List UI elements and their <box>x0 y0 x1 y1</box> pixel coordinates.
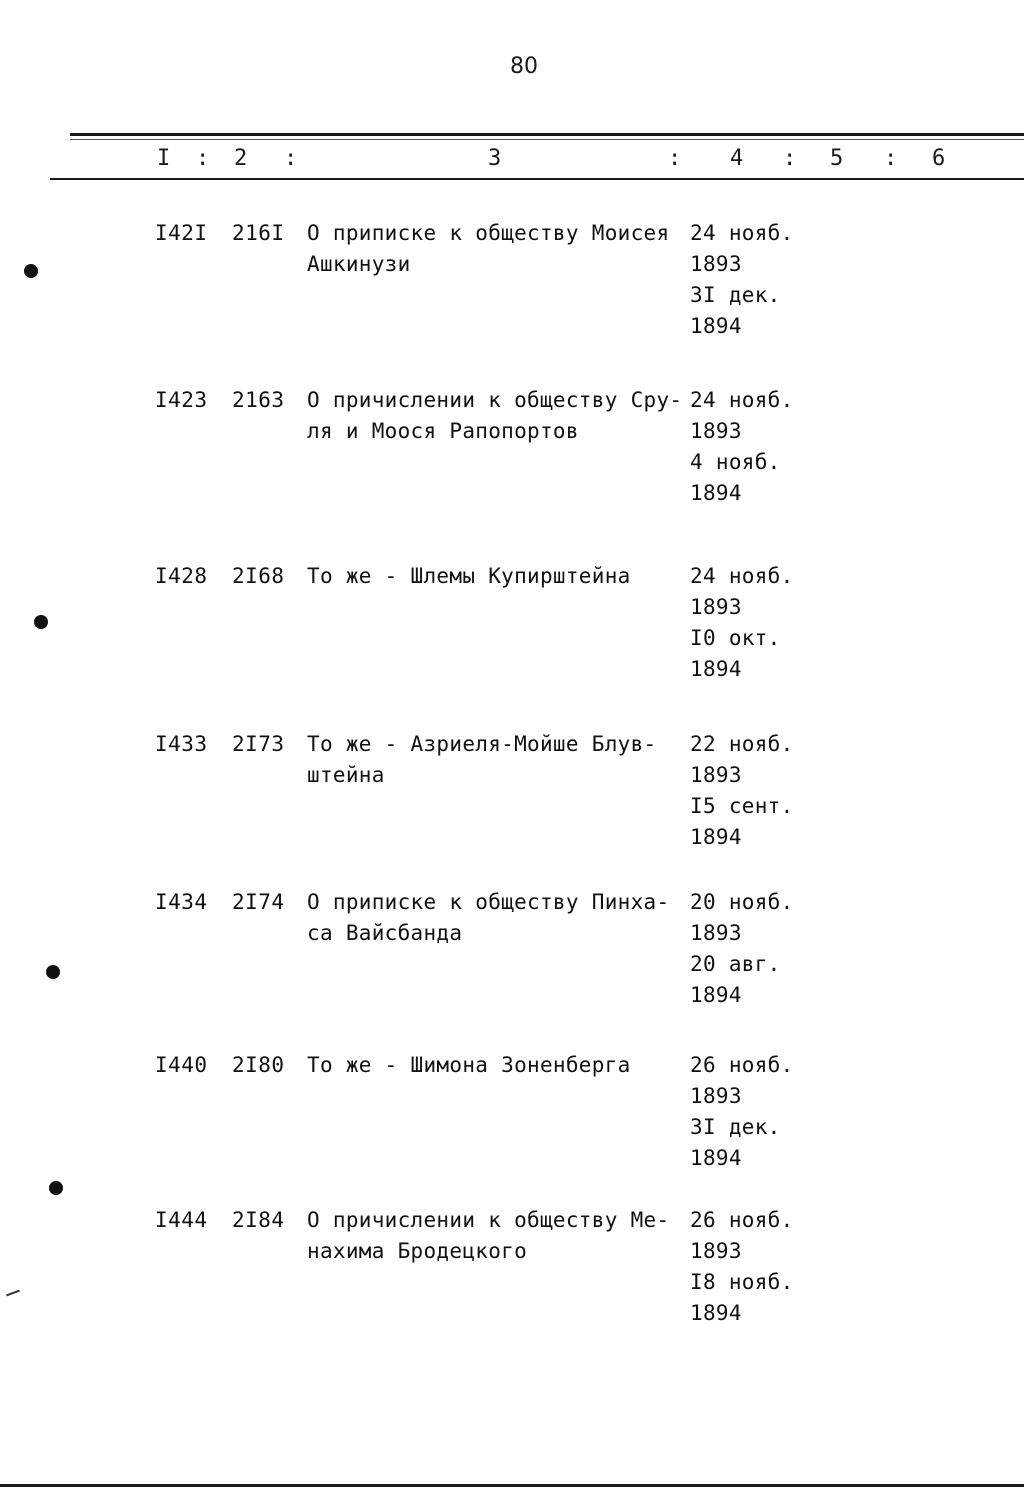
top-rule-thin <box>70 139 1024 140</box>
page-number: 80 <box>510 54 538 79</box>
record-dates <box>690 218 810 342</box>
record-number: I433 <box>155 732 208 756</box>
header-col-5: 5 <box>830 146 844 171</box>
header-col-1: I <box>157 146 171 171</box>
title-line: О причислении к обществу Сру- <box>307 388 683 412</box>
record-dates <box>690 1205 810 1329</box>
date-line: I5 сент. <box>690 794 794 818</box>
title-line: штейна <box>307 763 385 787</box>
header-col-6: 6 <box>932 146 946 171</box>
title-line: ля и Моося Рапопортов <box>307 419 579 443</box>
title-line: То же - Шлемы Купирштейна <box>307 564 631 588</box>
record-dates <box>690 561 810 685</box>
date-line: 1894 <box>690 481 742 505</box>
date-line: 1893 <box>690 763 742 787</box>
date-line: 1894 <box>690 825 742 849</box>
record-title <box>307 561 679 592</box>
title-line: Ашкинузи <box>307 252 411 276</box>
record-dates <box>690 385 810 509</box>
title-line: са Вайсбанда <box>307 921 463 945</box>
date-line: 1893 <box>690 1239 742 1263</box>
file-number: 2I73 <box>232 732 285 756</box>
title-line: То же - Шимона Зоненберга <box>307 1053 631 1077</box>
date-line: 26 нояб. <box>690 1053 794 1077</box>
header-sep: : <box>783 146 797 171</box>
date-line: 1893 <box>690 921 742 945</box>
record-title <box>307 887 679 949</box>
record-number: I42I <box>155 221 208 245</box>
date-line: 3I дек. <box>690 1115 781 1139</box>
title-line: То же - Азриеля-Мойше Блув- <box>307 732 657 756</box>
margin-mark <box>6 1290 20 1297</box>
date-line: 1894 <box>690 1301 742 1325</box>
bottom-rule <box>0 1484 1024 1487</box>
date-line: 22 нояб. <box>690 732 794 756</box>
record-number: I434 <box>155 890 208 914</box>
date-line: 20 авг. <box>690 952 781 976</box>
file-number: 2I80 <box>232 1053 285 1077</box>
record-dates <box>690 887 810 1011</box>
header-sep: : <box>196 146 210 171</box>
record-title <box>307 1050 679 1081</box>
date-line: 24 нояб. <box>690 221 794 245</box>
record-number: I440 <box>155 1053 208 1077</box>
record-title <box>307 385 683 447</box>
header-col-2: 2 <box>234 146 248 171</box>
date-line: 3I дек. <box>690 283 781 307</box>
file-number: 216I <box>232 221 285 245</box>
record-number: I423 <box>155 388 208 412</box>
title-line: О причислении к обществу Ме- <box>307 1208 670 1232</box>
file-number: 2I74 <box>232 890 285 914</box>
date-line: 1893 <box>690 1084 742 1108</box>
header-col-4: 4 <box>730 146 744 171</box>
date-line: I0 окт. <box>690 626 781 650</box>
file-number: 2163 <box>232 388 285 412</box>
title-line: нахима Бродецкого <box>307 1239 528 1263</box>
record-number: I428 <box>155 564 208 588</box>
date-line: 26 нояб. <box>690 1208 794 1232</box>
date-line: 4 нояб. <box>690 450 781 474</box>
date-line: 1893 <box>690 419 742 443</box>
record-title <box>307 1205 679 1267</box>
record-title <box>307 729 679 791</box>
date-line: 24 нояб. <box>690 564 794 588</box>
punch-hole-mark <box>49 1181 63 1195</box>
date-line: 1894 <box>690 314 742 338</box>
top-rule <box>70 133 1024 136</box>
date-line: 1893 <box>690 252 742 276</box>
record-number: I444 <box>155 1208 208 1232</box>
header-sep: : <box>668 146 682 171</box>
header-col-3: 3 <box>488 146 502 171</box>
punch-hole-mark <box>24 264 38 278</box>
file-number: 2I68 <box>232 564 285 588</box>
record-title <box>307 218 679 280</box>
punch-hole-mark <box>34 615 48 629</box>
record-dates <box>690 1050 810 1174</box>
header-sep: : <box>884 146 898 171</box>
date-line: 1894 <box>690 657 742 681</box>
date-line: 24 нояб. <box>690 388 794 412</box>
date-line: 1894 <box>690 983 742 1007</box>
punch-hole-mark <box>46 965 60 979</box>
date-line: 20 нояб. <box>690 890 794 914</box>
header-rule <box>50 178 1024 180</box>
title-line: О приписке к обществу Моисея <box>307 221 670 245</box>
header-sep: : <box>284 146 298 171</box>
title-line: О приписке к обществу Пинха- <box>307 890 670 914</box>
file-number: 2I84 <box>232 1208 285 1232</box>
date-line: 1894 <box>690 1146 742 1170</box>
date-line: 1893 <box>690 595 742 619</box>
record-dates <box>690 729 810 853</box>
date-line: I8 нояб. <box>690 1270 794 1294</box>
